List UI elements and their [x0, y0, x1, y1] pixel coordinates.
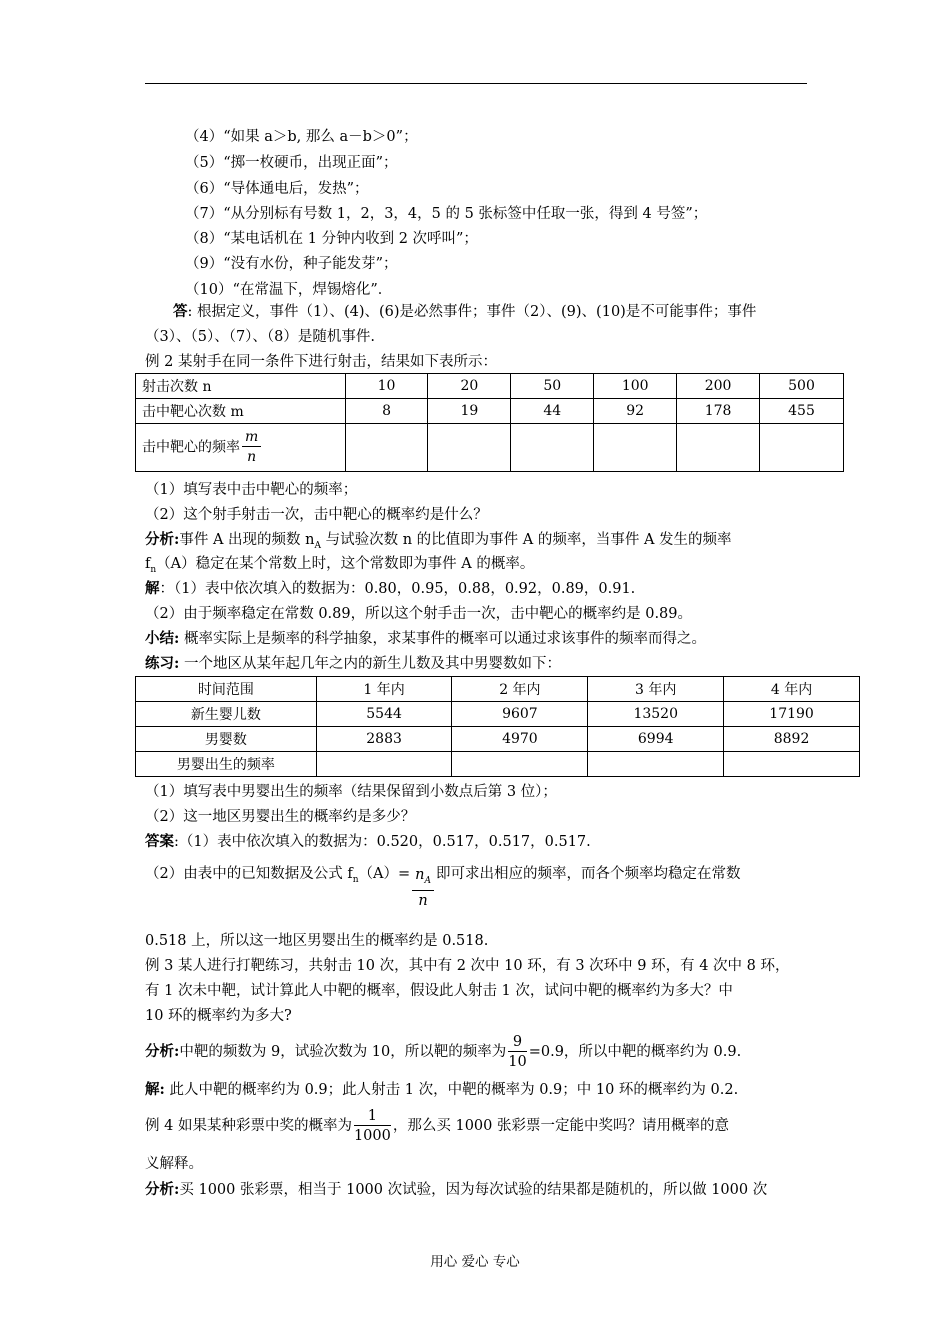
solution-label: 解 — [145, 580, 160, 597]
analysis-b: =0.9，所以中靶的概率约为 0.9. — [528, 1044, 742, 1060]
ex2-analysis — [145, 531, 732, 555]
fraction — [242, 428, 261, 467]
answer2-a: （2）由表中的已知数据及公式 f — [145, 866, 353, 882]
table-cell: 击中靶心次数 m — [136, 399, 346, 424]
birth-table — [135, 676, 860, 777]
subscript: A — [314, 540, 321, 551]
table-cell: 455 — [760, 399, 844, 424]
table-cell: 9607 — [452, 702, 588, 727]
answer-label: 答案 — [145, 833, 174, 850]
table-cell: 4 年内 — [724, 677, 860, 702]
ex4-b: ，那么买 1000 张彩票一定能中奖吗？请用概率的意 — [392, 1118, 729, 1134]
example-4-line2: 义解释。 — [145, 1156, 203, 1172]
solution-label: 解: — [145, 1081, 165, 1098]
exercise-q2: （2）这一地区男婴出生的概率约是多少？ — [145, 809, 416, 825]
table-row — [136, 702, 860, 727]
table-cell: 2883 — [316, 727, 452, 752]
table-cell — [511, 424, 594, 472]
table-cell: 500 — [760, 374, 844, 399]
analysis-label: 分析: — [145, 531, 180, 548]
table-cell: 8892 — [724, 727, 860, 752]
f-symbol: f — [145, 556, 151, 572]
answer-label: 答 — [173, 303, 188, 320]
ex2-q1: （1）填写表中击中靶心的频率； — [145, 482, 358, 498]
example-3-line3: 10 环的概率约为多大? — [145, 1008, 292, 1024]
frac-den: 1000 — [353, 1127, 391, 1144]
ex4-a: 例 4 如果某种彩票中奖的概率为 — [145, 1118, 352, 1134]
table-cell — [588, 752, 724, 777]
summary-text: 概率实际上是频率的科学抽象，求某事件的概率可以通过求该事件的频率而得之。 — [179, 631, 706, 647]
analysis-text: 买 1000 张彩票，相当于 1000 次试验，因为每次试验的结果都是随机的，所以做 1000 次 — [179, 1182, 768, 1198]
table-cell: 4970 — [452, 727, 588, 752]
item-8: （8）“某电话机在 1 分钟内收到 2 次呼叫”； — [185, 231, 478, 247]
subscript: n — [150, 564, 157, 575]
table-cell — [136, 424, 346, 472]
ex2-q2: （2）这个射手射击一次，击中靶心的概率约是什么？ — [145, 507, 488, 523]
example-3-analysis — [145, 1030, 741, 1074]
example-4-line1 — [145, 1104, 729, 1148]
analysis-label: 分析: — [145, 1043, 180, 1060]
item-5: （5）“掷一枚硬币，出现正面”； — [185, 155, 398, 171]
exercise-intro — [145, 655, 561, 673]
table-cell: 20 — [428, 374, 511, 399]
table-row — [136, 752, 860, 777]
example-3-line1: 例 3 某人进行打靶练习，共射击 10 次，其中有 2 次中 10 环，有 3 次环中 9 环，有 4 次中 8 环， — [145, 958, 790, 974]
solution-text: 此人中靶的概率约为 0.9；此人射击 1 次，中靶的概率为 0.9；中 10 环的概率约为 0.2. — [164, 1082, 739, 1098]
analysis-text-2: 与试验次数 n 的比值即为事件 A 的频率，当事件 A 发生的频率 — [321, 532, 732, 548]
fraction — [354, 1107, 391, 1146]
answer-1 — [173, 303, 756, 321]
exercise-text: 一个地区从某年起几年之内的新生儿数及其中男婴数如下： — [179, 656, 561, 672]
ex2-solution — [145, 580, 635, 598]
table-cell: 13520 — [588, 702, 724, 727]
item-4: （4）“如果 a＞b, 那么 a－b＞0”； — [185, 129, 418, 145]
ex2-summary — [145, 630, 706, 648]
table-row — [136, 424, 844, 472]
exercise-answer — [145, 833, 591, 851]
item-10: （10）“在常温下，焊锡熔化”． — [185, 282, 393, 298]
exercise-answer-3: 0.518 上，所以这一地区男婴出生的概率约是 0.518. — [145, 933, 489, 949]
answer2-b: （A）= — [358, 866, 411, 882]
analysis-label: 分析: — [145, 1181, 180, 1198]
item-9: （9）“没有水份，种子能发芽”； — [185, 256, 398, 272]
page-footer: 用心 爱心 专心 — [430, 1254, 520, 1270]
table-row — [136, 399, 844, 424]
analysis-text: 事件 A 出现的频数 n — [179, 532, 315, 548]
ex2-analysis-line2 — [145, 555, 534, 579]
table-cell: 男婴数 — [136, 727, 317, 752]
solution-text: ：（1）表中依次填入的数据为：0.80，0.95，0.88，0.92，0.89，0.91. — [159, 581, 636, 597]
example-3-solution — [145, 1081, 738, 1099]
table-cell: 200 — [677, 374, 760, 399]
subscript: n — [352, 874, 359, 885]
shooting-table — [135, 373, 844, 472]
table-cell — [760, 424, 844, 472]
answer2-c: 即可求出相应的频率，而各个频率均稳定在常数 — [435, 866, 741, 882]
item-7: （7）“从分别标有号数 1，2，3，4，5 的 5 张标签中任取一张，得到 4 号签”； — [185, 206, 708, 222]
table-cell: 5544 — [316, 702, 452, 727]
table-cell: 50 — [511, 374, 594, 399]
example-4-analysis — [145, 1181, 767, 1199]
table-cell: 100 — [594, 374, 677, 399]
table-cell: 2 年内 — [452, 677, 588, 702]
frac-num: $n_A$ — [412, 866, 434, 891]
answer-text: : 根据定义，事件（1）、(4)、(6)是必然事件；事件（2）、(9)、(10)是不可能事件；事件 — [187, 304, 757, 320]
table-cell: 10 — [345, 374, 428, 399]
table-cell: 17190 — [724, 702, 860, 727]
header-rule — [145, 83, 807, 84]
exercise-label: 练习: — [145, 655, 180, 672]
frac-num: m — [242, 428, 261, 447]
exercise-answer-2 — [145, 863, 740, 911]
table-row — [136, 374, 844, 399]
answer-1-cont: （3）、（5）、（7）、（8）是随机事件. — [145, 329, 376, 345]
example-2-title: 例 2 某射手在同一条件下进行射击，结果如下表所示： — [145, 354, 497, 370]
example-3-line2: 有 1 次未中靶，试计算此人中靶的概率，假设此人射击 1 次，试问中靶的概率约为多大？中 — [145, 983, 733, 999]
table-cell: 射击次数 n — [136, 374, 346, 399]
table-row — [136, 727, 860, 752]
summary-label: 小结: — [145, 630, 180, 647]
table-row — [136, 677, 860, 702]
table-cell: 92 — [594, 399, 677, 424]
table-cell — [345, 424, 428, 472]
table-cell — [594, 424, 677, 472]
analysis-a: 中靶的频数为 9，试验次数为 10，所以靶的频率为 — [179, 1044, 507, 1060]
frac-den: n — [418, 892, 428, 909]
table-cell: 6994 — [588, 727, 724, 752]
frac-den: 10 — [508, 1053, 527, 1070]
table-cell: 8 — [345, 399, 428, 424]
table-cell — [316, 752, 452, 777]
fraction — [412, 866, 434, 911]
frac-num: 1 — [354, 1107, 391, 1126]
ex2-solution-2: （2）由于频率稳定在常数 0.89，所以这个射手击一次，击中靶心的概率约是 0.89。 — [145, 606, 693, 622]
table-cell — [428, 424, 511, 472]
item-6: （6）“导体通电后，发热”； — [185, 181, 369, 197]
table-cell: 新生婴儿数 — [136, 702, 317, 727]
table-cell: 1 年内 — [316, 677, 452, 702]
fraction — [508, 1033, 526, 1072]
table-cell: 178 — [677, 399, 760, 424]
table-cell — [724, 752, 860, 777]
table-cell: 19 — [428, 399, 511, 424]
table-cell: 3 年内 — [588, 677, 724, 702]
table-cell: 44 — [511, 399, 594, 424]
analysis-rest: （A）稳定在某个常数上时，这个常数即为事件 A 的概率。 — [156, 556, 535, 572]
freq-label: 击中靶心的频率 — [142, 439, 240, 456]
table-cell — [452, 752, 588, 777]
frac-num: 9 — [508, 1033, 526, 1052]
frac-den: n — [247, 449, 257, 465]
table-cell: 时间范围 — [136, 677, 317, 702]
table-cell: 男婴出生的频率 — [136, 752, 317, 777]
table-cell — [677, 424, 760, 472]
answer-text: :（1）表中依次填入的数据为：0.520，0.517，0.517，0.517. — [174, 834, 591, 850]
exercise-q1: （1）填写表中男婴出生的频率（结果保留到小数点后第 3 位）； — [145, 784, 557, 800]
